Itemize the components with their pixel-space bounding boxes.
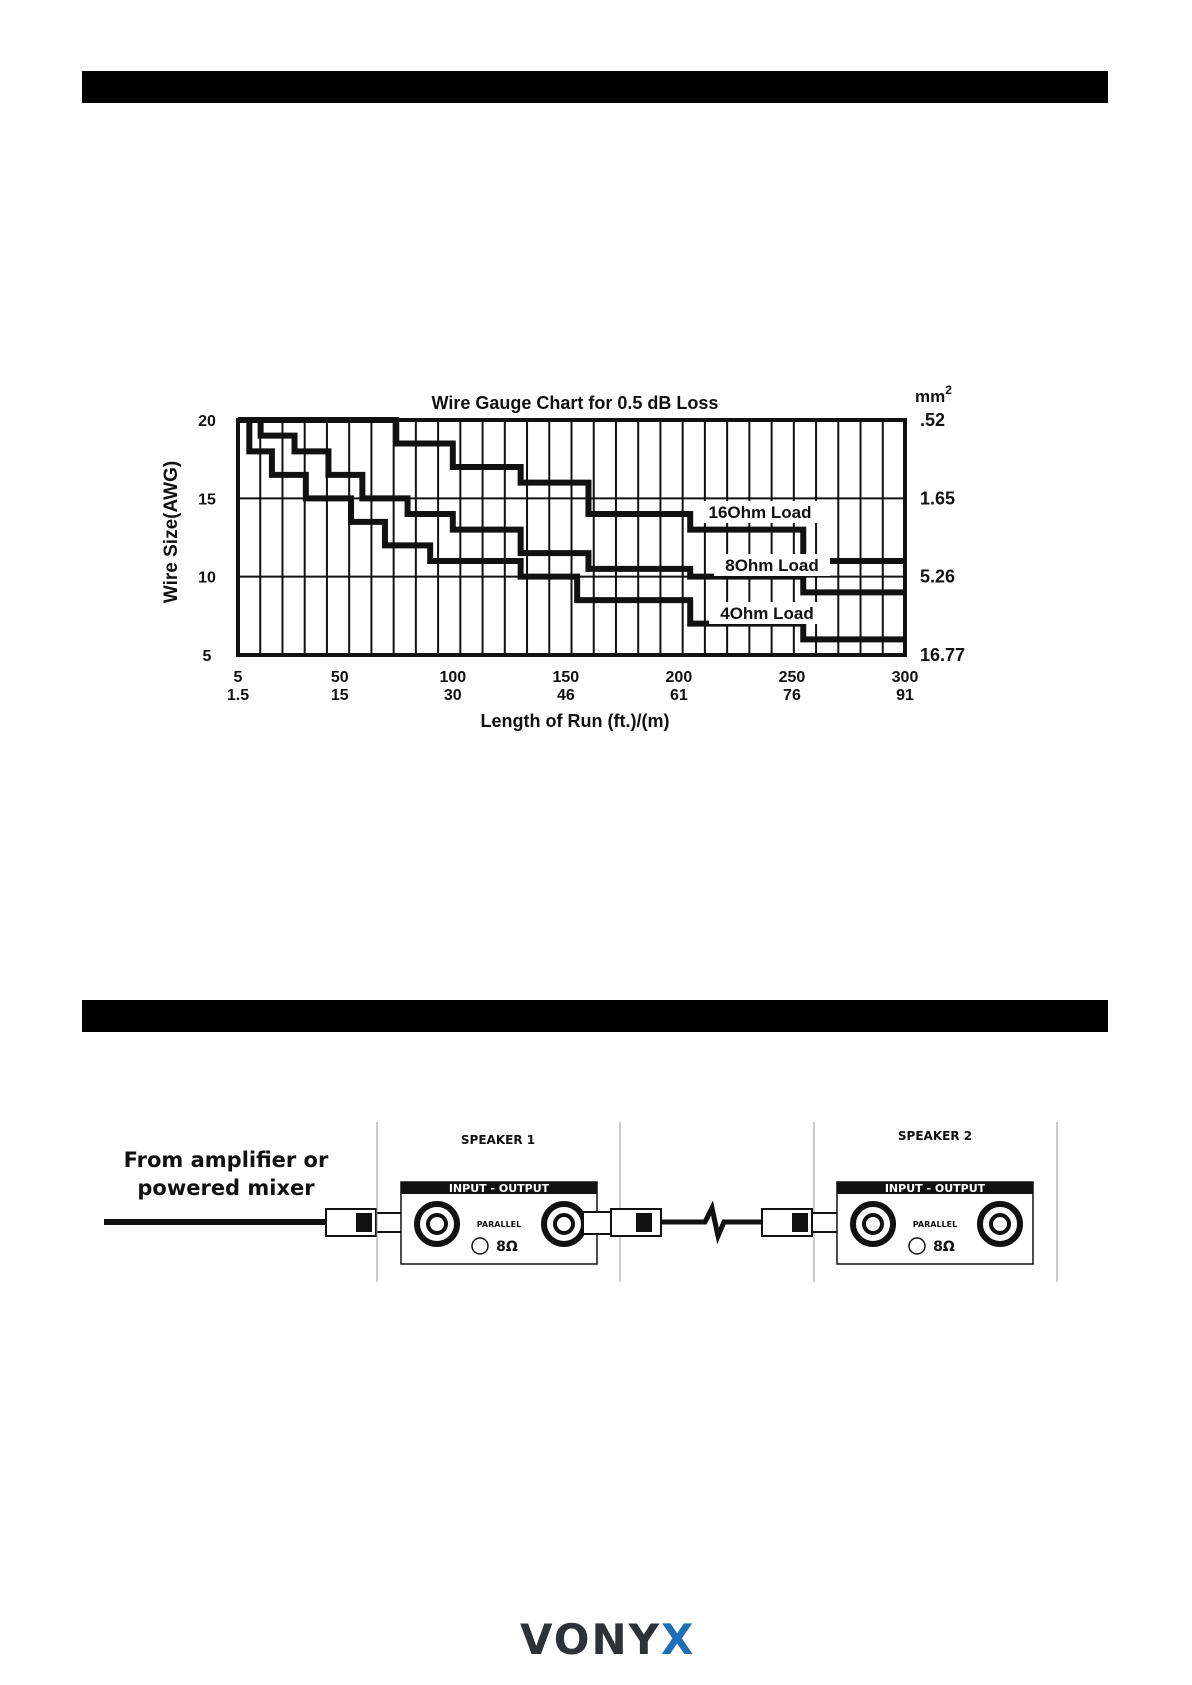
series-label: 4Ohm Load bbox=[720, 604, 814, 623]
x-tick-label-ft: 300 bbox=[891, 669, 919, 686]
speaker-2-parallel-label: PARALLEL bbox=[912, 1220, 958, 1229]
series-label: 8Ohm Load bbox=[725, 556, 819, 575]
speaker-1-parallel-label: PARALLEL bbox=[476, 1220, 522, 1229]
y-tick-label-awg: 15 bbox=[198, 491, 216, 509]
speakon-plug-1 bbox=[326, 1209, 406, 1236]
x-tick-label-m: 15 bbox=[330, 687, 349, 704]
series-label: 16Ohm Load bbox=[708, 503, 812, 522]
x-tick-label-ft: 100 bbox=[439, 669, 467, 686]
speaker-2-panel-header: INPUT - OUTPUT bbox=[884, 1182, 986, 1195]
y-tick-label-awg: 20 bbox=[198, 413, 216, 430]
x-tick-label-m: 1.5 bbox=[226, 687, 250, 704]
x-tick-label-m: 91 bbox=[896, 687, 914, 704]
section-header-bar-1 bbox=[82, 71, 1108, 103]
source-label-line2: powered mixer bbox=[137, 1176, 315, 1200]
y-tick-label-mm2: .52 bbox=[920, 410, 946, 430]
x-tick-label-m: 76 bbox=[783, 687, 801, 704]
speaker-1-panel-header: INPUT - OUTPUT bbox=[448, 1182, 550, 1195]
y-tick-label-awg: 10 bbox=[198, 569, 216, 587]
source-label-line1: From amplifier or bbox=[123, 1148, 329, 1172]
speaker-1-impedance: 8Ω bbox=[496, 1239, 518, 1255]
y-tick-label-mm2: 16.77 bbox=[920, 645, 966, 665]
chart-title: Wire Gauge Chart for 0.5 dB Loss bbox=[431, 393, 719, 413]
speaker-1-title: SPEAKER 1 bbox=[460, 1133, 536, 1147]
section-header-bar-2 bbox=[82, 1000, 1108, 1032]
y-tick-label-mm2: 1.65 bbox=[920, 488, 956, 509]
y-tick-label-mm2: 5.26 bbox=[920, 566, 956, 587]
brand-logo-text: VONYX bbox=[520, 1615, 696, 1664]
speaker-1-panel bbox=[401, 1133, 597, 1264]
wire-gauge-chart bbox=[0, 360, 1192, 740]
x-tick-label-m: 61 bbox=[669, 687, 688, 704]
y-tick-label-awg: 5 bbox=[202, 648, 212, 665]
x-axis-label: Length of Run (ft.)/(m) bbox=[480, 711, 670, 731]
x-tick-label-m: 46 bbox=[556, 687, 575, 704]
x-tick-label-ft: 50 bbox=[330, 669, 349, 686]
speaker-2-title: SPEAKER 2 bbox=[897, 1129, 973, 1143]
x-tick-label-ft: 5 bbox=[233, 669, 243, 686]
link-cable bbox=[583, 1208, 842, 1236]
wiring-diagram bbox=[0, 1110, 1192, 1290]
speaker-2-impedance: 8Ω bbox=[933, 1239, 955, 1255]
speaker-2-panel bbox=[837, 1129, 1033, 1264]
vonyx-logo bbox=[520, 1608, 720, 1668]
x-tick-label-ft: 250 bbox=[778, 669, 806, 686]
x-tick-label-ft: 200 bbox=[665, 669, 693, 686]
right-axis-unit: $mm^2$ bbox=[915, 383, 952, 406]
y-axis-label: Wire Size(AWG) bbox=[161, 460, 182, 604]
x-tick-label-ft: 150 bbox=[552, 669, 580, 686]
x-tick-label-m: 30 bbox=[443, 687, 462, 704]
